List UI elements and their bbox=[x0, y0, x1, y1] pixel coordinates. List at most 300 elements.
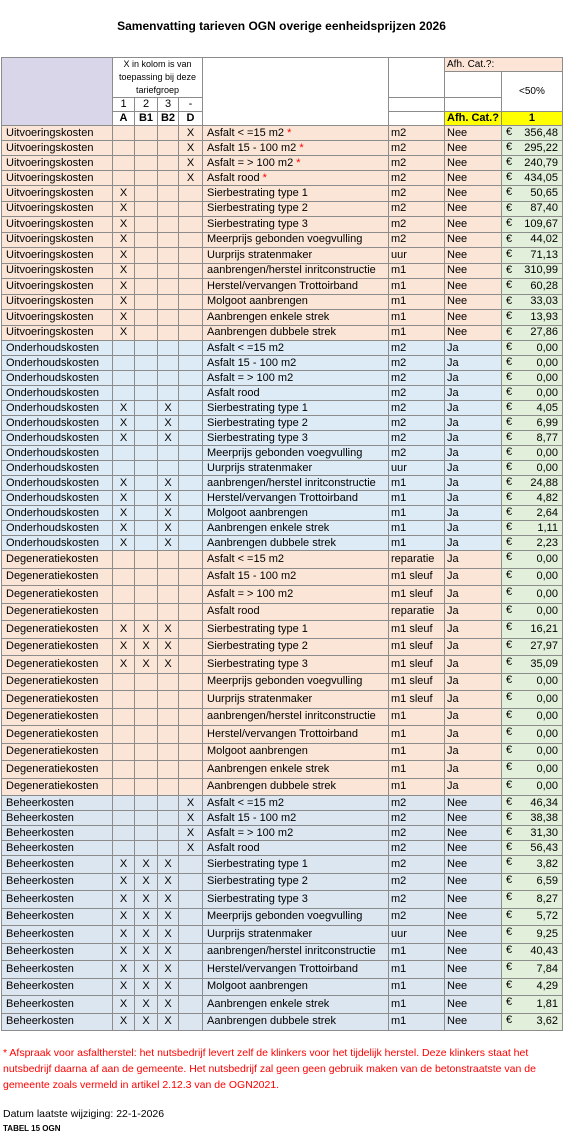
unit: m2 bbox=[389, 401, 445, 416]
mark-b1 bbox=[135, 536, 158, 551]
mark-d bbox=[179, 586, 203, 604]
item-label: Uurprijs stratenmaker bbox=[207, 461, 313, 474]
euro-sign: € bbox=[505, 263, 513, 276]
afh-cat: Nee bbox=[445, 232, 502, 248]
price-cell bbox=[501, 926, 562, 944]
mark-d bbox=[179, 943, 203, 961]
euro-sign: € bbox=[505, 926, 513, 938]
cost-category: Uitvoeringskosten bbox=[2, 156, 113, 171]
header-note: X in kolom is van toepassing bij deze tariefgroep bbox=[113, 58, 203, 98]
item-cell bbox=[203, 978, 389, 996]
euro-sign: € bbox=[505, 201, 513, 214]
mark-b1: X bbox=[135, 656, 158, 674]
asterisk-marker: * bbox=[284, 126, 292, 139]
price-value: 44,02 bbox=[530, 233, 558, 246]
mark-b2: X bbox=[158, 926, 179, 944]
unit: m1 sleuf bbox=[389, 621, 445, 639]
price-cell bbox=[501, 708, 562, 726]
mark-a bbox=[113, 841, 135, 856]
afh-cat: Nee bbox=[445, 171, 502, 186]
mark-a bbox=[113, 461, 135, 476]
mark-d bbox=[179, 536, 203, 551]
mark-a: X bbox=[113, 248, 135, 264]
mark-d bbox=[179, 279, 203, 295]
mark-d bbox=[179, 506, 203, 521]
price-value: 434,05 bbox=[524, 171, 558, 184]
price-cell bbox=[501, 996, 562, 1014]
mark-b1 bbox=[135, 356, 158, 371]
mark-a: X bbox=[113, 908, 135, 926]
item-cell bbox=[203, 186, 389, 202]
header-pct: <50% bbox=[501, 72, 562, 112]
unit: m2 bbox=[389, 341, 445, 356]
cost-category: Beheerkosten bbox=[2, 926, 113, 944]
afh-cat: Nee bbox=[445, 126, 502, 141]
table-row bbox=[2, 708, 563, 726]
price-value: 0,00 bbox=[536, 446, 558, 459]
mark-d: X bbox=[179, 811, 203, 826]
header-afh-label: Afh. Cat.? bbox=[445, 112, 502, 126]
price-cell bbox=[501, 341, 562, 356]
item-cell bbox=[203, 961, 389, 979]
afh-cat: Nee bbox=[445, 943, 502, 961]
item-cell bbox=[203, 371, 389, 386]
cost-category: Beheerkosten bbox=[2, 961, 113, 979]
price-cell bbox=[501, 431, 562, 446]
mark-b2: X bbox=[158, 476, 179, 491]
price-value: 109,67 bbox=[524, 217, 558, 230]
mark-a: X bbox=[113, 186, 135, 202]
price-value: 46,34 bbox=[530, 796, 558, 809]
price-value: 4,82 bbox=[536, 491, 558, 504]
item-label: Asfalt rood bbox=[207, 386, 260, 399]
item-label: Meerprijs gebonden voegvulling bbox=[207, 675, 363, 688]
unit: m2 bbox=[389, 171, 445, 186]
mark-b1: X bbox=[135, 891, 158, 909]
table-row bbox=[2, 476, 563, 491]
price-cell bbox=[501, 310, 562, 326]
item-label: Uurprijs stratenmaker bbox=[207, 692, 313, 705]
cost-category: Beheerkosten bbox=[2, 873, 113, 891]
mark-d: X bbox=[179, 841, 203, 856]
mark-d: X bbox=[179, 156, 203, 171]
mark-b2: X bbox=[158, 961, 179, 979]
table-row bbox=[2, 141, 563, 156]
afh-cat: Ja bbox=[445, 356, 502, 371]
mark-b2: X bbox=[158, 621, 179, 639]
mark-b1 bbox=[135, 171, 158, 186]
price-cell bbox=[501, 325, 562, 341]
table-row bbox=[2, 416, 563, 431]
item-cell bbox=[203, 476, 389, 491]
price-value: 0,00 bbox=[536, 710, 558, 723]
price-cell bbox=[501, 401, 562, 416]
unit: m2 bbox=[389, 796, 445, 811]
item-cell bbox=[203, 586, 389, 604]
header-blank bbox=[203, 58, 389, 126]
mark-a bbox=[113, 141, 135, 156]
mark-b2 bbox=[158, 708, 179, 726]
price-value: 56,43 bbox=[530, 841, 558, 854]
price-cell bbox=[501, 171, 562, 186]
cost-category: Onderhoudskosten bbox=[2, 446, 113, 461]
euro-sign: € bbox=[505, 961, 513, 973]
mark-a: X bbox=[113, 416, 135, 431]
item-cell bbox=[203, 926, 389, 944]
price-cell bbox=[501, 796, 562, 811]
price-cell bbox=[501, 778, 562, 796]
mark-b1 bbox=[135, 708, 158, 726]
price-cell bbox=[501, 126, 562, 141]
price-cell bbox=[501, 476, 562, 491]
price-cell bbox=[501, 891, 562, 909]
cost-category: Uitvoeringskosten bbox=[2, 201, 113, 217]
unit: m1 bbox=[389, 778, 445, 796]
item-cell bbox=[203, 551, 389, 569]
table-row bbox=[2, 1013, 563, 1031]
mark-d: X bbox=[179, 826, 203, 841]
euro-sign: € bbox=[505, 416, 513, 428]
afh-cat: Nee bbox=[445, 891, 502, 909]
unit: m2 bbox=[389, 841, 445, 856]
price-cell bbox=[501, 743, 562, 761]
euro-sign: € bbox=[505, 294, 513, 307]
afh-cat: Ja bbox=[445, 568, 502, 586]
table-row bbox=[2, 603, 563, 621]
item-label: Asfalt = > 100 m2 bbox=[207, 826, 294, 839]
page-title: Samenvatting tarieven OGN overige eenheidsprijzen 2026 bbox=[117, 19, 446, 33]
item-cell bbox=[203, 416, 389, 431]
item-label: Sierbestrating type 1 bbox=[207, 401, 308, 414]
cost-category: Onderhoudskosten bbox=[2, 521, 113, 536]
euro-sign: € bbox=[505, 603, 513, 616]
price-value: 71,13 bbox=[530, 248, 558, 261]
table-row bbox=[2, 263, 563, 279]
mark-b1 bbox=[135, 416, 158, 431]
mark-a: X bbox=[113, 506, 135, 521]
cost-category: Degeneratiekosten bbox=[2, 761, 113, 779]
mark-d bbox=[179, 926, 203, 944]
price-cell bbox=[501, 186, 562, 202]
item-cell bbox=[203, 201, 389, 217]
mark-d bbox=[179, 761, 203, 779]
unit: m1 bbox=[389, 294, 445, 310]
cost-category: Beheerkosten bbox=[2, 908, 113, 926]
mark-b2 bbox=[158, 551, 179, 569]
mark-a bbox=[113, 673, 135, 691]
euro-sign: € bbox=[505, 476, 513, 488]
header-blank-afh bbox=[445, 72, 502, 98]
item-label: Asfalt 15 - 100 m2 bbox=[207, 570, 297, 583]
euro-sign: € bbox=[505, 568, 513, 581]
euro-sign: € bbox=[505, 356, 513, 368]
mark-b2: X bbox=[158, 978, 179, 996]
euro-sign: € bbox=[505, 778, 513, 791]
item-cell bbox=[203, 126, 389, 141]
mark-b1: X bbox=[135, 926, 158, 944]
mark-b1 bbox=[135, 126, 158, 141]
euro-sign: € bbox=[505, 325, 513, 338]
price-value: 33,03 bbox=[530, 295, 558, 308]
item-cell bbox=[203, 217, 389, 233]
unit: m1 bbox=[389, 476, 445, 491]
item-cell bbox=[203, 506, 389, 521]
price-value: 40,43 bbox=[530, 945, 558, 958]
mark-b2 bbox=[158, 201, 179, 217]
cost-category: Beheerkosten bbox=[2, 826, 113, 841]
mark-b2: X bbox=[158, 431, 179, 446]
mark-b1 bbox=[135, 476, 158, 491]
item-label: Uurprijs stratenmaker bbox=[207, 248, 313, 261]
price-value: 27,86 bbox=[530, 326, 558, 339]
afh-cat: Nee bbox=[445, 1013, 502, 1031]
item-cell bbox=[203, 856, 389, 874]
price-value: 16,21 bbox=[530, 622, 558, 635]
unit: m2 bbox=[389, 356, 445, 371]
table-row bbox=[2, 568, 563, 586]
afh-cat: Ja bbox=[445, 778, 502, 796]
mark-b1 bbox=[135, 294, 158, 310]
afh-cat: Nee bbox=[445, 978, 502, 996]
mark-b1: X bbox=[135, 873, 158, 891]
mark-a: X bbox=[113, 891, 135, 909]
mark-b2 bbox=[158, 826, 179, 841]
header-blank-unit2 bbox=[389, 98, 445, 112]
table-reference: TABEL 15 OGN bbox=[3, 1124, 61, 1133]
mark-b1: X bbox=[135, 943, 158, 961]
item-cell bbox=[203, 386, 389, 401]
mark-b2 bbox=[158, 386, 179, 401]
price-value: 6,59 bbox=[536, 875, 558, 888]
mark-d bbox=[179, 356, 203, 371]
mark-b2 bbox=[158, 811, 179, 826]
euro-sign: € bbox=[505, 446, 513, 458]
mark-b2: X bbox=[158, 908, 179, 926]
price-value: 31,30 bbox=[530, 826, 558, 839]
price-value: 310,99 bbox=[524, 264, 558, 277]
cost-category: Degeneratiekosten bbox=[2, 778, 113, 796]
cost-category: Degeneratiekosten bbox=[2, 568, 113, 586]
afh-cat: Nee bbox=[445, 248, 502, 264]
unit: m1 bbox=[389, 325, 445, 341]
mark-b2 bbox=[158, 841, 179, 856]
mark-b2 bbox=[158, 796, 179, 811]
cost-category: Degeneratiekosten bbox=[2, 743, 113, 761]
price-value: 35,09 bbox=[530, 657, 558, 670]
mark-b2 bbox=[158, 126, 179, 141]
mark-d bbox=[179, 551, 203, 569]
cost-category: Uitvoeringskosten bbox=[2, 263, 113, 279]
unit: m2 bbox=[389, 811, 445, 826]
item-cell bbox=[203, 341, 389, 356]
mark-d bbox=[179, 726, 203, 744]
table-row bbox=[2, 926, 563, 944]
header-blank-unit3 bbox=[389, 112, 445, 126]
header-num-4: - bbox=[179, 98, 203, 112]
price-value: 0,00 bbox=[536, 727, 558, 740]
price-value: 1,11 bbox=[537, 521, 558, 534]
afh-cat: Nee bbox=[445, 926, 502, 944]
mark-b1 bbox=[135, 506, 158, 521]
mark-d: X bbox=[179, 171, 203, 186]
mark-b2 bbox=[158, 586, 179, 604]
price-cell bbox=[501, 141, 562, 156]
mark-a: X bbox=[113, 961, 135, 979]
table-row bbox=[2, 401, 563, 416]
item-label: Asfalt < =15 m2 bbox=[207, 796, 285, 809]
price-value: 0,00 bbox=[536, 552, 558, 565]
price-value: 38,38 bbox=[530, 811, 558, 824]
price-cell bbox=[501, 356, 562, 371]
mark-d bbox=[179, 386, 203, 401]
tariff-table bbox=[1, 57, 563, 1031]
unit: m1 sleuf bbox=[389, 691, 445, 709]
mark-b2 bbox=[158, 325, 179, 341]
euro-sign: € bbox=[505, 156, 513, 168]
mark-b2: X bbox=[158, 891, 179, 909]
mark-b2 bbox=[158, 279, 179, 295]
item-label: Molgoot aanbrengen bbox=[207, 980, 308, 993]
cost-category: Uitvoeringskosten bbox=[2, 248, 113, 264]
item-label: Sierbestrating type 2 bbox=[207, 875, 308, 888]
unit: m1 bbox=[389, 961, 445, 979]
item-cell bbox=[203, 294, 389, 310]
price-value: 0,00 bbox=[536, 570, 558, 583]
item-label: Aanbrengen enkele strek bbox=[207, 310, 330, 323]
mark-d bbox=[179, 461, 203, 476]
mark-a bbox=[113, 603, 135, 621]
euro-sign: € bbox=[505, 431, 513, 443]
item-cell bbox=[203, 310, 389, 326]
price-value: 0,00 bbox=[536, 356, 558, 369]
afh-cat: Nee bbox=[445, 826, 502, 841]
mark-b1 bbox=[135, 310, 158, 326]
euro-sign: € bbox=[505, 386, 513, 398]
table-row bbox=[2, 171, 563, 186]
price-value: 0,00 bbox=[536, 371, 558, 384]
cost-category: Uitvoeringskosten bbox=[2, 325, 113, 341]
afh-cat: Ja bbox=[445, 673, 502, 691]
mark-b2: X bbox=[158, 996, 179, 1014]
euro-sign: € bbox=[505, 856, 513, 868]
price-cell bbox=[501, 536, 562, 551]
euro-sign: € bbox=[505, 996, 513, 1008]
item-label: Sierbestrating type 1 bbox=[207, 622, 308, 635]
item-label: Sierbestrating type 3 bbox=[207, 892, 308, 905]
mark-b2 bbox=[158, 186, 179, 202]
mark-d bbox=[179, 186, 203, 202]
mark-a: X bbox=[113, 536, 135, 551]
mark-a bbox=[113, 126, 135, 141]
mark-d bbox=[179, 446, 203, 461]
mark-d bbox=[179, 232, 203, 248]
cost-category: Degeneratiekosten bbox=[2, 638, 113, 656]
mark-b1: X bbox=[135, 996, 158, 1014]
mark-a: X bbox=[113, 217, 135, 233]
mark-b2: X bbox=[158, 856, 179, 874]
mark-b2 bbox=[158, 263, 179, 279]
price-cell bbox=[501, 943, 562, 961]
mark-a: X bbox=[113, 431, 135, 446]
unit: m1 bbox=[389, 708, 445, 726]
item-cell bbox=[203, 431, 389, 446]
afh-cat: Nee bbox=[445, 263, 502, 279]
table-row bbox=[2, 341, 563, 356]
mark-a: X bbox=[113, 310, 135, 326]
price-value: 0,00 bbox=[536, 675, 558, 688]
table-body bbox=[2, 126, 563, 1031]
table-row bbox=[2, 621, 563, 639]
cost-category: Onderhoudskosten bbox=[2, 416, 113, 431]
header-blank-unit bbox=[389, 58, 445, 98]
price-cell bbox=[501, 156, 562, 171]
unit: m2 bbox=[389, 141, 445, 156]
mark-b2: X bbox=[158, 416, 179, 431]
table-row bbox=[2, 521, 563, 536]
mark-d bbox=[179, 708, 203, 726]
mark-b2 bbox=[158, 743, 179, 761]
mark-d bbox=[179, 568, 203, 586]
afh-cat: Ja bbox=[445, 761, 502, 779]
euro-sign: € bbox=[505, 761, 513, 773]
mark-b1 bbox=[135, 401, 158, 416]
unit: m1 bbox=[389, 310, 445, 326]
price-cell bbox=[501, 603, 562, 621]
mark-d bbox=[179, 908, 203, 926]
unit: m1 bbox=[389, 491, 445, 506]
unit: m2 bbox=[389, 156, 445, 171]
cost-category: Onderhoudskosten bbox=[2, 371, 113, 386]
cost-category: Beheerkosten bbox=[2, 891, 113, 909]
price-cell bbox=[501, 691, 562, 709]
item-label: Molgoot aanbrengen bbox=[207, 745, 308, 758]
afh-cat: Nee bbox=[445, 841, 502, 856]
unit: m1 bbox=[389, 978, 445, 996]
mark-d bbox=[179, 856, 203, 874]
mark-b1: X bbox=[135, 638, 158, 656]
mark-a: X bbox=[113, 978, 135, 996]
euro-sign: € bbox=[505, 586, 513, 598]
item-label: Asfalt < =15 m2 bbox=[207, 126, 285, 139]
mark-b1 bbox=[135, 521, 158, 536]
item-cell bbox=[203, 446, 389, 461]
header-letter-b2: B2 bbox=[158, 112, 179, 126]
header-cat-num: 1 bbox=[501, 112, 562, 126]
price-value: 0,00 bbox=[536, 386, 558, 399]
price-cell bbox=[501, 386, 562, 401]
item-label: Sierbestrating type 2 bbox=[207, 416, 308, 429]
mark-b1: X bbox=[135, 908, 158, 926]
euro-sign: € bbox=[505, 908, 513, 921]
item-cell bbox=[203, 568, 389, 586]
item-cell bbox=[203, 743, 389, 761]
price-cell bbox=[501, 294, 562, 310]
cost-category: Onderhoudskosten bbox=[2, 401, 113, 416]
mark-a bbox=[113, 761, 135, 779]
mark-b1 bbox=[135, 761, 158, 779]
item-label: Sierbestrating type 1 bbox=[207, 857, 308, 870]
mark-d bbox=[179, 491, 203, 506]
price-cell bbox=[501, 638, 562, 656]
table-row bbox=[2, 506, 563, 521]
mark-d bbox=[179, 961, 203, 979]
mark-b2: X bbox=[158, 506, 179, 521]
mark-b1 bbox=[135, 691, 158, 709]
price-cell bbox=[501, 263, 562, 279]
item-cell bbox=[203, 232, 389, 248]
unit: m2 bbox=[389, 826, 445, 841]
mark-b1: X bbox=[135, 856, 158, 874]
